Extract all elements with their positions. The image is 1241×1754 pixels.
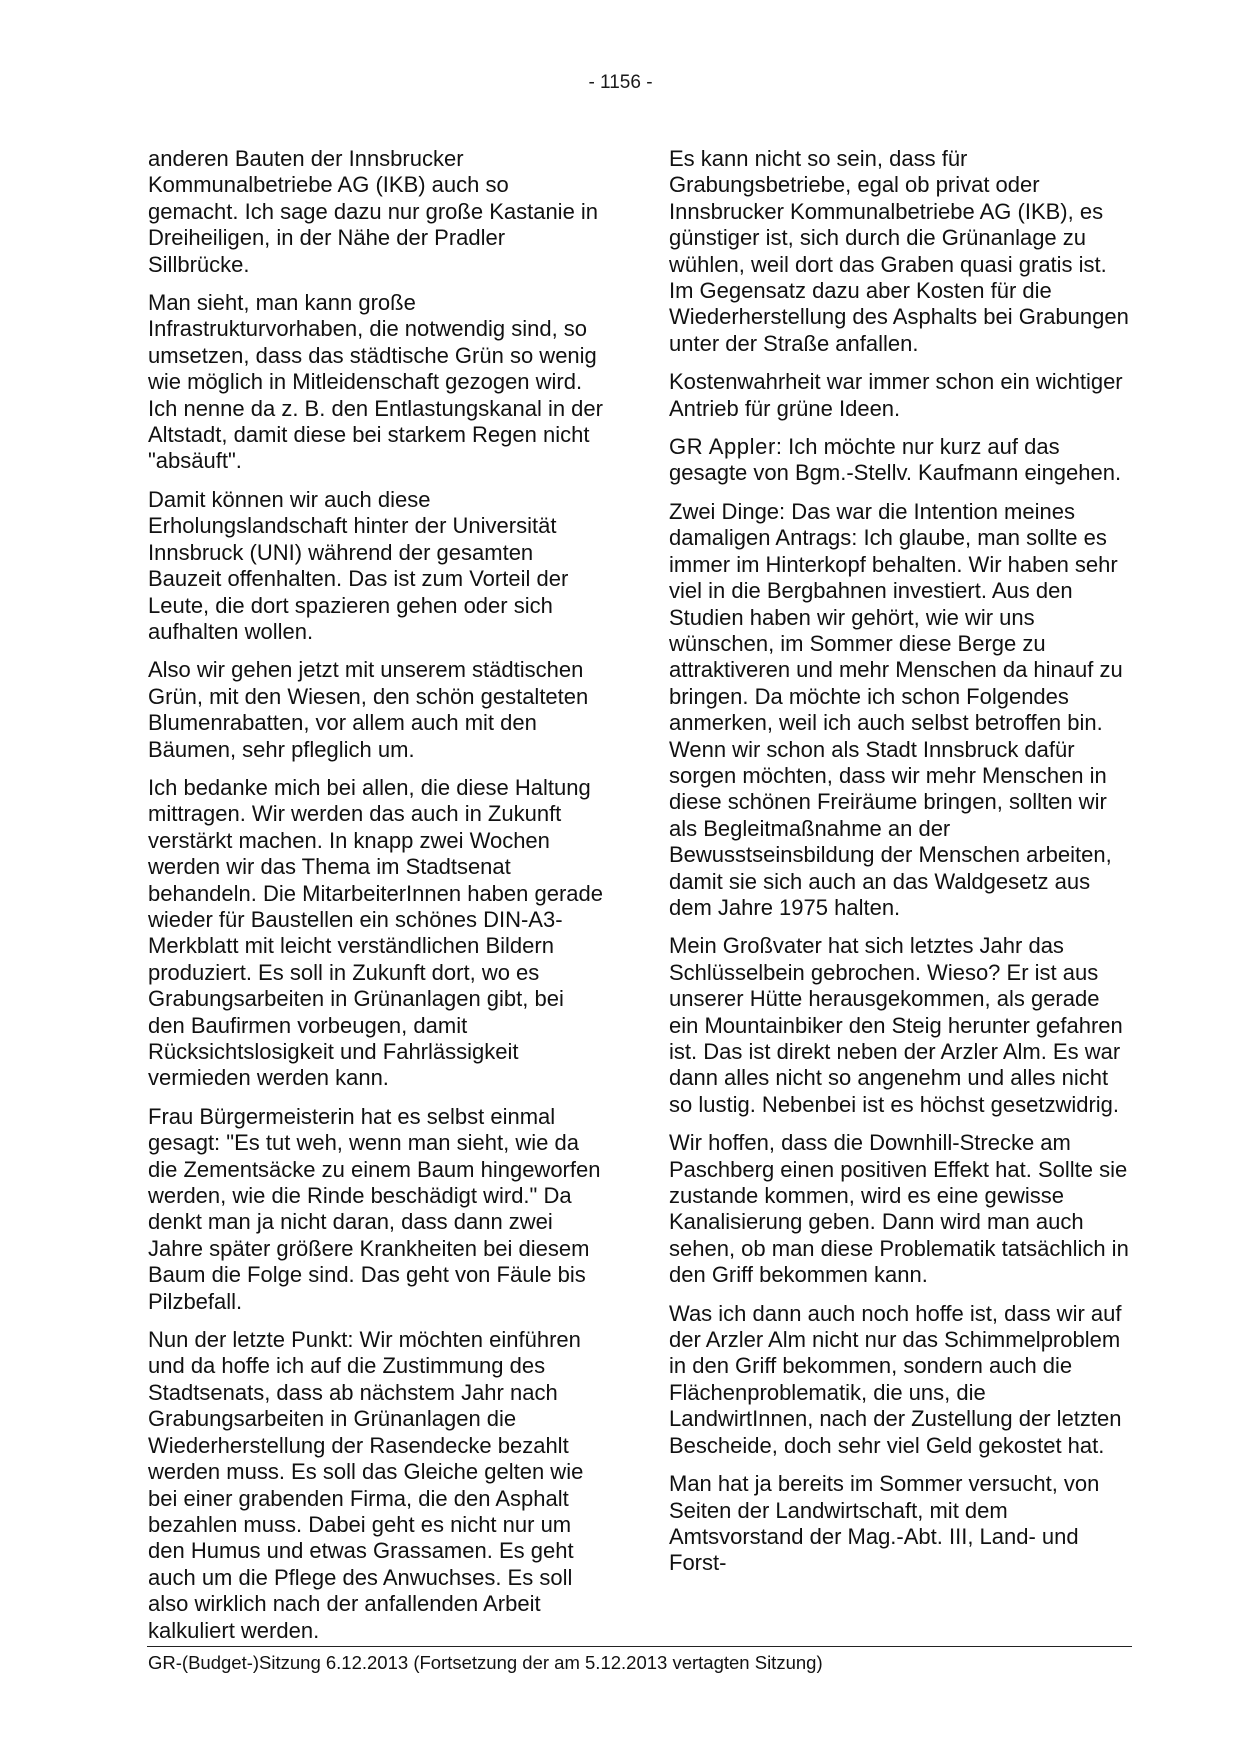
paragraph: Nun der letzte Punkt: Wir möchten einführen und da hoffe ich auf die Zustimmung des Stadtsenats, dass ab nächstem Jahr nach Grabungsarbeiten in Grünanlagen die Wiederherstellung der Rasendecke bezahlt werden muss. Es soll das Gleiche gelten wie bei einer grabenden Firma, die den Asphalt bezahlen muss. Dabei geht es nicht nur um den Humus und etwas Grassamen. Es geht auch um die Pflege des Anwuchses. Es soll also wirklich nach der anfallenden Arbeit kalkuliert werden. <box>148 1327 584 1643</box>
footer-text: GR-(Budget-)Sitzung 6.12.2013 (Fortsetzung der am 5.12.2013 vertagten Sitzung) <box>148 1652 823 1673</box>
paragraph: Kostenwahrheit war immer schon ein wichtiger Antrieb für grüne Ideen. <box>669 369 1123 421</box>
page-number: - 1156 - <box>588 72 653 93</box>
paragraph: Man hat ja bereits im Sommer versucht, von Seiten der Landwirtschaft, mit dem Amtsvorstand der Mag.-Abt. III, Land- und Forst- <box>669 1471 1100 1576</box>
paragraph: Frau Bürgermeisterin hat es selbst einmal gesagt: "Es tut weh, wenn man sieht, wie da die Zementsäcke zu einem Baum hingeworfen werden, wie die Rinde beschädigt wird." Da denkt man ja nicht daran, dass dann zwei Jahre später größere Krankheiten bei diesem Baum die Folge sind. Das geht von Fäule bis Pilzbefall. <box>148 1103 601 1314</box>
paragraph: Ich bedanke mich bei allen, die diese Haltung mittragen. Wir werden das auch in Zukunft verstärkt machen. In knapp zwei Wochen werden wir das Thema im Stadtsenat behandeln. Die MitarbeiterInnen haben gerade wieder für Baustellen ein schönes DIN-A3-Merkblatt mit leicht verständlichen Bildern produziert. Es soll in Zukunft dort, wo es Grabungsarbeiten in Grünanlagen gibt, bei den Baufirmen vorbeugen, damit Rücksichtslosigkeit und Fahrlässigkeit vermieden werden kann. <box>148 774 603 1091</box>
speaker-paragraph <box>669 434 1131 487</box>
footer-divider <box>147 1646 1132 1647</box>
paragraph: Wir hoffen, dass die Downhill-Strecke am Paschberg einen positiven Effekt hat. Sollte sie zustande kommen, wird es eine gewisse Kanalisierung geben. Dann wird man auch sehen, ob man diese Problematik tatsächlich in den Griff bekommen kann. <box>669 1130 1129 1288</box>
left-column <box>148 146 603 1656</box>
paragraph: anderen Bauten der Innsbrucker Kommunalbetriebe AG (IKB) auch so gemacht. Ich sage dazu nur große Kastanie in Dreiheiligen, in der Nähe der Pradler Sillbrücke. <box>148 146 599 277</box>
paragraph: Mein Großvater hat sich letztes Jahr das Schlüsselbein gebrochen. Wieso? Er ist aus unserer Hütte herausgekommen, als gerade ein Mountainbiker den Steig herunter gefahren ist. Das ist direkt neben der Arzler Alm. Es war dann alles nicht so angenehm und alles nicht so lustig. Nebenbei ist es höchst gesetzwidrig. <box>669 933 1123 1117</box>
speaker-text: : Ich möchte nur kurz auf das gesagte von Bgm.-Stellv. Kaufmann eingehen. <box>669 434 1122 486</box>
paragraph: Also wir gehen jetzt mit unserem städtischen Grün, mit den Wiesen, den schön gestalteten Blumenrabatten, vor allem auch mit den Bäumen, sehr pfleglich um. <box>148 657 589 762</box>
paragraph: Damit können wir auch diese Erholungslandschaft hinter der Universität Innsbruck (UNI) während der gesamten Bauzeit offenhalten. Das ist zum Vorteil der Leute, die dort spazieren gehen oder sich aufhalten wollen. <box>148 486 569 644</box>
paragraph: Es kann nicht so sein, dass für Grabungsbetriebe, egal ob privat oder Innsbrucker Kommunalbetriebe AG (IKB), es günstiger ist, sich durch die Grünanlage zu wühlen, weil dort das Graben quasi gratis ist. Im Gegensatz dazu aber Kosten für die Wiederherstellung des Asphalts bei Grabungen unter der Straße anfallen. <box>669 146 1129 356</box>
right-column <box>669 146 1131 1589</box>
paragraph: Man sieht, man kann große Infrastrukturvorhaben, die notwendig sind, so umsetzen, dass das städtische Grün so wenig wie möglich in Mitleidenschaft gezogen wird. Ich nenne da z. B. den Entlastungskanal in der Altstadt, damit diese bei starkem Regen nicht "absäuft". <box>148 290 603 474</box>
paragraph: Zwei Dinge: Das war die Intention meines damaligen Antrags: Ich glaube, man sollte es immer im Hinterkopf behalten. Wir haben sehr viel in die Bergbahnen investiert. Aus den Studien haben wir gehört, wie wir uns wünschen, im Sommer diese Berge zu attraktiveren und mehr Menschen da hinauf zu bringen. Da möchte ich schon Folgendes anmerken, weil ich auch selbst betroffen bin. Wenn wir schon als Stadt Innsbruck dafür sorgen möchten, dass wir mehr Menschen in diese schönen Freiräume bringen, sollten wir als Begleitmaßnahme an der Bewusstseinsbildung der Menschen arbeiten, damit sie sich auch an das Waldgesetz aus dem Jahre 1975 halten. <box>669 498 1123 920</box>
paragraph: Was ich dann auch noch hoffe ist, dass wir auf der Arzler Alm nicht nur das Schimmelproblem in den Griff bekommen, sondern auch die Flächenproblematik, die uns, die LandwirtInnen, nach der Zustellung der letzten Bescheide, doch sehr viel Geld gekostet hat. <box>669 1300 1122 1458</box>
speaker-name: GR Appler <box>669 434 776 460</box>
